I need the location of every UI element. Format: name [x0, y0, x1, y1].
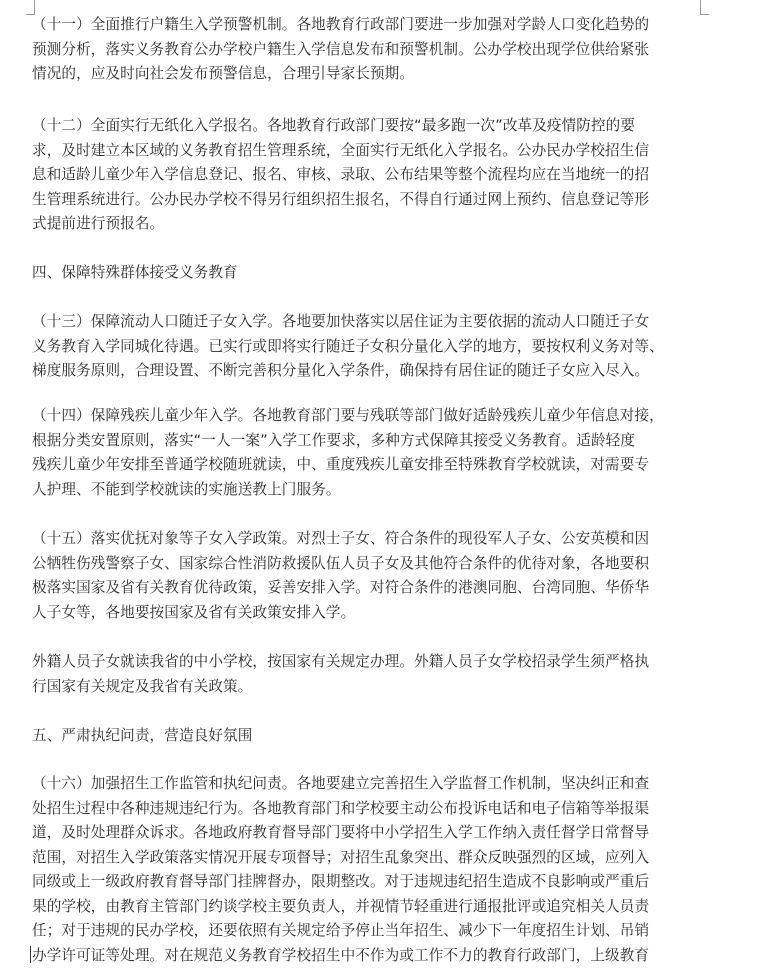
- text-line: （十五）落实优抚对象等子女入学政策。对烈士子女、符合条件的现役军人子女、公安英模和因: [32, 527, 692, 552]
- text-line: （十一）全面推行户籍生入学预警机制。各地教育行政部门要进一步加强对学龄人口变化趋势的: [32, 13, 692, 38]
- text-line: 任；对于违规的民办学校，还要依照有关规定给予停止当年招生、减少下一年度招生计划、吊销: [32, 919, 692, 944]
- text-line: 预测分析，落实义务教育公办学校户籍生入学信息发布和预警机制。公办学校出现学位供给紧张: [32, 38, 692, 63]
- paragraph-12: [32, 114, 692, 237]
- text-line: 办学许可证等处理。对在规范义务教育学校招生中不作为或工作不力的教育行政部门，上级教育: [32, 944, 692, 968]
- text-line: 梯度服务原则，合理设置、不断完善积分量化入学条件，确保持有居住证的随迁子女应入尽入。: [32, 359, 692, 384]
- text-line: 人子女等，各地要按国家及省有关政策安排入学。: [32, 601, 692, 626]
- paragraph-15-foreign: [32, 650, 692, 699]
- text-line: 根据分类安置原则，落实“一人一案”入学工作要求，多种方式保障其接受义务教育。适龄轻度: [32, 429, 692, 454]
- text-line: 公牺牲伤残警察子女、国家综合性消防救援队伍人员子女及其他符合条件的优待对象，各地要积: [32, 552, 692, 577]
- text-line: 处招生过程中各种违规违纪行为。各地教育部门和学校要主动公布投诉电话和电子信箱等举报渠: [32, 797, 692, 822]
- text-line: （十四）保障残疾儿童少年入学。各地教育部门要与残联等部门做好适龄残疾儿童少年信息对接，: [32, 404, 692, 429]
- text-line: 式提前进行预报名。: [32, 212, 692, 237]
- paragraph-13: [32, 310, 692, 384]
- text-line: 行国家有关规定及我省有关政策。: [32, 675, 692, 700]
- text-line: 求，及时建立本区域的义务教育招生管理系统，全面实行无纸化入学报名。公办民办学校招生信: [32, 139, 692, 164]
- text-line: 人护理、不能到学校就读的实施送教上门服务。: [32, 478, 692, 503]
- text-line: （十二）全面实行无纸化入学报名。各地教育行政部门要按“最多跑一次”改革及疫情防控的要: [32, 114, 692, 139]
- paragraph-14: [32, 404, 692, 502]
- page-corner-mark-right: [700, 0, 709, 15]
- text-line: 残疾儿童少年安排至普通学校随班就读，中、重度残疾儿童安排至特殊教育学校就读，对需要专: [32, 453, 692, 478]
- text-line: 生管理系统进行。公办民办学校不得另行组织招生报名，不得自行通过网上预约、信息登记等形: [32, 188, 692, 213]
- text-line: （十六）加强招生工作监管和执纪问责。各地要建立完善招生入学监督工作机制，坚决纠正和查: [32, 772, 692, 797]
- text-line: 义务教育入学同城化待遇。已实行或即将实行随迁子女积分量化入学的地方，要按权利义务对等、: [32, 335, 692, 360]
- text-line: （十三）保障流动人口随迁子女入学。各地要加快落实以居住证为主要依据的流动人口随迁子女: [32, 310, 692, 335]
- heading-text: 五、严肃执纪问责，营造良好氛围: [32, 724, 692, 749]
- text-line: 外籍人员子女就读我省的中小学校，按国家有关规定办理。外籍人员子女学校招录学生须严格执: [32, 650, 692, 675]
- paragraph-16: [32, 772, 692, 968]
- paragraph-15: [32, 527, 692, 625]
- paragraph-11: [32, 13, 692, 87]
- text-line: 道，及时处理群众诉求。各地政府教育督导部门要将中小学招生入学工作纳入责任督学日常督导: [32, 821, 692, 846]
- text-line: 极落实国家及省有关教育优待政策，妥善安排入学。对符合条件的港澳同胞、台湾同胞、华侨华: [32, 576, 692, 601]
- text-line: 范围，对招生入学政策落实情况开展专项督导；对招生乱象突出、群众反映强烈的区域，应列入: [32, 846, 692, 871]
- text-line: 果的学校，由教育主管部门约谈学校主要负责人，并视情节轻重进行通报批评或追究相关人员责: [32, 895, 692, 920]
- text-line: 息和适龄儿童少年入学信息登记、报名、审核、录取、公布结果等整个流程均应在当地统一的招: [32, 163, 692, 188]
- text-line: 同级或上一级政府教育督导部门挂牌督办，限期整改。对于违规违纪招生造成不良影响或严重后: [32, 870, 692, 895]
- section-heading-5: [32, 724, 692, 749]
- heading-text: 四、保障特殊群体接受义务教育: [32, 261, 692, 286]
- section-heading-4: [32, 261, 692, 286]
- text-line: 情况的，应及时向社会发布预警信息，合理引导家长预期。: [32, 62, 692, 87]
- text-cursor: [30, 946, 31, 963]
